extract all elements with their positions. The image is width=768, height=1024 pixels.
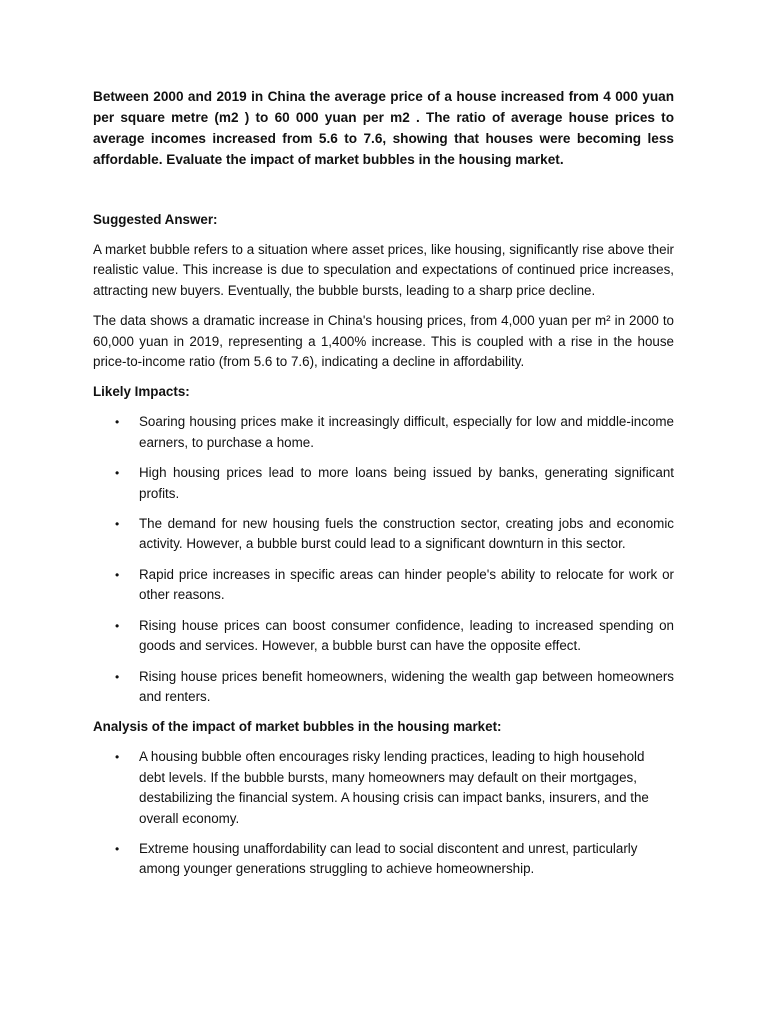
list-item-text: Rapid price increases in specific areas can hinder people's ability to relocate for work or other reasons.: [139, 566, 674, 603]
list-item-text: Soaring housing prices make it increasingly difficult, especially for low and middle-income earners, to purchase a home.: [139, 414, 674, 450]
list-item-text: The demand for new housing fuels the construction sector, creating jobs and economic activity. However, a bubble burst could lead to a significant downturn in this sector.: [139, 516, 674, 552]
bullet-icon: •: [115, 618, 120, 633]
bullet-icon: •: [115, 415, 120, 430]
list-item: [93, 667, 674, 708]
list-item: [93, 839, 674, 880]
analysis-list: [93, 747, 674, 879]
list-item-text: Rising house prices benefit homeowners, widening the wealth gap between homeowners and renters.: [139, 668, 674, 704]
question-text: Between 2000 and 2019 in China the average price of a house increased from 4 000 yuan per square metre (m2 ) to 60 000 yuan per m2 . The ratio of average house prices to average incomes increased from 5.6 to 7.6, showing that houses were becoming less affordable. Evaluate the impact of market bubbles in the housing market.: [93, 89, 674, 167]
list-item-text: A housing bubble often encourages risky lending practices, leading to high household debt levels. If the bubble bursts, many homeowners may default on their mortgages, destabilizing the financial system. A housing crisis can impact banks, insurers, and the overall economy.: [139, 749, 649, 826]
list-item-text: High housing prices lead to more loans being issued by banks, generating significant profits.: [139, 465, 674, 501]
list-item: [93, 463, 674, 504]
list-item: [93, 514, 674, 555]
list-item: [93, 565, 674, 606]
impacts-list: [93, 412, 674, 707]
document-page: [93, 86, 674, 890]
list-item: [93, 616, 674, 657]
likely-impacts-heading: Likely Impacts:: [93, 384, 190, 400]
bullet-icon: •: [115, 466, 120, 481]
bullet-icon: •: [115, 669, 120, 684]
bullet-icon: •: [115, 567, 120, 582]
list-item: [93, 412, 674, 453]
bullet-icon: •: [115, 517, 120, 532]
list-item-text: Rising house prices can boost consumer confidence, leading to increased spending on goods and services. However, a bubble burst can have the opposite effect.: [139, 617, 674, 654]
data-paragraph: The data shows a dramatic increase in China's housing prices, from 4,000 yuan per m² in 2000 to 60,000 yuan in 2019, representing a 1,400% increase. This is coupled with a rise in the house price-to-income ratio (from 5.6 to 7.6), indicating a decline in affordability.: [93, 313, 674, 370]
suggested-answer-heading: Suggested Answer:: [93, 212, 218, 227]
definition-paragraph: A market bubble refers to a situation where asset prices, like housing, significantly rise above their realistic value. This increase is due to speculation and expectations of continued price increases, attracting new buyers. Eventually, the bubble bursts, leading to a sharp price decline.: [93, 242, 674, 298]
bullet-icon: •: [115, 750, 120, 765]
list-item: [93, 747, 674, 829]
bullet-icon: •: [115, 841, 120, 856]
analysis-heading: Analysis of the impact of market bubbles in the housing market:: [93, 719, 502, 735]
list-item-text: Extreme housing unaffordability can lead to social discontent and unrest, particularly among younger generations struggling to achieve homeownership.: [139, 840, 638, 877]
